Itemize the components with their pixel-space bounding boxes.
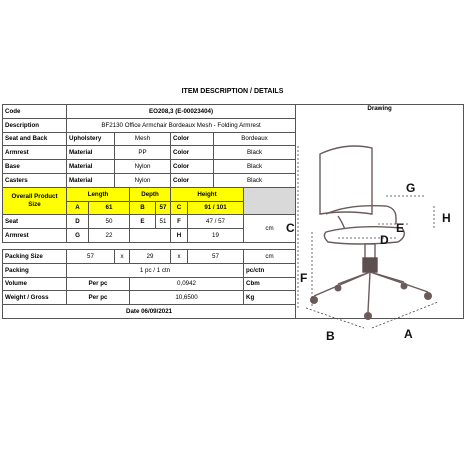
letter-e: E	[396, 221, 405, 235]
material-kind: Upholstery	[67, 132, 115, 146]
packing-size-height: 57	[188, 249, 244, 263]
material-part: Armrest	[3, 146, 67, 160]
color-label: Color	[171, 132, 214, 146]
packing-size-width: 29	[130, 249, 171, 263]
height-header: Height	[171, 187, 244, 201]
material-value: PP	[115, 146, 171, 160]
color-value: Bordeaux	[214, 132, 296, 146]
armrest-label: Armrest	[3, 229, 67, 243]
color-value: Black	[214, 160, 296, 174]
color-label: Color	[171, 146, 214, 160]
packing-unit: pc/ctn	[244, 263, 296, 277]
depth-header: Depth	[130, 187, 171, 201]
code-value: EO208,3 (E-00023404)	[67, 105, 296, 119]
weight-per: Per pc	[67, 291, 130, 305]
weight-unit: Kg	[244, 291, 296, 305]
seat-shape	[324, 227, 404, 244]
packing-label: Packing	[3, 263, 67, 277]
chair-drawing	[286, 132, 458, 346]
packing-value: 1 pc / 1 ctn	[67, 263, 244, 277]
caster	[335, 285, 342, 292]
material-kind: Material	[67, 146, 115, 160]
weight-value: 10,6500	[130, 291, 244, 305]
dim-g-value: 22	[89, 229, 130, 243]
seat-label: Seat	[3, 215, 67, 229]
dim-d-value: 50	[89, 215, 130, 229]
dim-b-value: 57	[156, 201, 171, 215]
spacer	[3, 242, 296, 249]
letter-d: D	[380, 233, 389, 247]
dim-b-label: B	[130, 201, 156, 215]
date-text: Date 06/09/2021	[3, 305, 296, 319]
caster	[401, 283, 408, 290]
code-row	[3, 105, 464, 119]
packing-size-x1: x	[115, 249, 130, 263]
armrest-blank	[130, 229, 171, 243]
code-label: Code	[3, 105, 67, 119]
color-value: Black	[214, 146, 296, 160]
dim-c-value: 91 / 101	[188, 201, 244, 215]
letter-f: F	[300, 271, 308, 285]
dim-line-b	[306, 308, 364, 328]
material-part: Seat and Back	[3, 132, 67, 146]
dimension-unit: cm	[244, 215, 296, 243]
letter-c: C	[286, 221, 295, 235]
volume-value: 0,0942	[130, 277, 244, 291]
material-value: Mesh	[115, 132, 171, 146]
volume-per: Per pc	[67, 277, 130, 291]
caster	[364, 312, 372, 320]
dim-c-label: C	[171, 201, 188, 215]
color-value: Black	[214, 173, 296, 187]
letter-b: B	[326, 329, 335, 343]
packing-size-label: Packing Size	[3, 249, 67, 263]
color-label: Color	[171, 173, 214, 187]
material-value: Nylon	[115, 173, 171, 187]
dim-a-value: 61	[89, 201, 130, 215]
sheet-title: ITEM DESCRIPTION / DETAILS	[181, 88, 284, 95]
packing-size-x2: x	[171, 249, 188, 263]
material-part: Casters	[3, 173, 67, 187]
drawing-label: Drawing	[367, 105, 392, 112]
color-label: Color	[171, 160, 214, 174]
dim-e-label: E	[130, 215, 156, 229]
length-header: Length	[67, 187, 130, 201]
overall-size-label: Overall Product Size	[3, 187, 67, 215]
letter-a: A	[404, 327, 413, 341]
caster	[310, 296, 318, 304]
base-legs	[314, 272, 428, 312]
dim-h-label: H	[171, 229, 188, 243]
description-value: BF2130 Office Armchair Bordeaux Mesh - Folding Armrest	[67, 118, 296, 132]
dim-f-label: F	[171, 215, 188, 229]
packing-size-unit: cm	[244, 249, 296, 263]
material-kind: Material	[67, 173, 115, 187]
caster	[424, 292, 432, 300]
weight-label: Weight / Gross	[3, 291, 67, 305]
dim-g-label: G	[67, 229, 89, 243]
letter-g: G	[406, 181, 416, 195]
dim-e-value: 51	[156, 215, 171, 229]
material-kind: Material	[67, 160, 115, 174]
gas-lift-cover	[363, 258, 377, 272]
backrest-shape	[320, 146, 372, 214]
description-label: Description	[3, 118, 67, 132]
dim-a-label: A	[67, 201, 89, 215]
material-part: Base	[3, 160, 67, 174]
dim-d-label: D	[67, 215, 89, 229]
letter-h: H	[442, 211, 451, 225]
volume-unit: Cbm	[244, 277, 296, 291]
volume-label: Volume	[3, 277, 67, 291]
dim-h-value: 19	[188, 229, 244, 243]
material-value: Nylon	[115, 160, 171, 174]
dim-f-value: 47 / 57	[188, 215, 244, 229]
packing-size-length: 57	[67, 249, 115, 263]
dim-line-a	[372, 302, 438, 328]
